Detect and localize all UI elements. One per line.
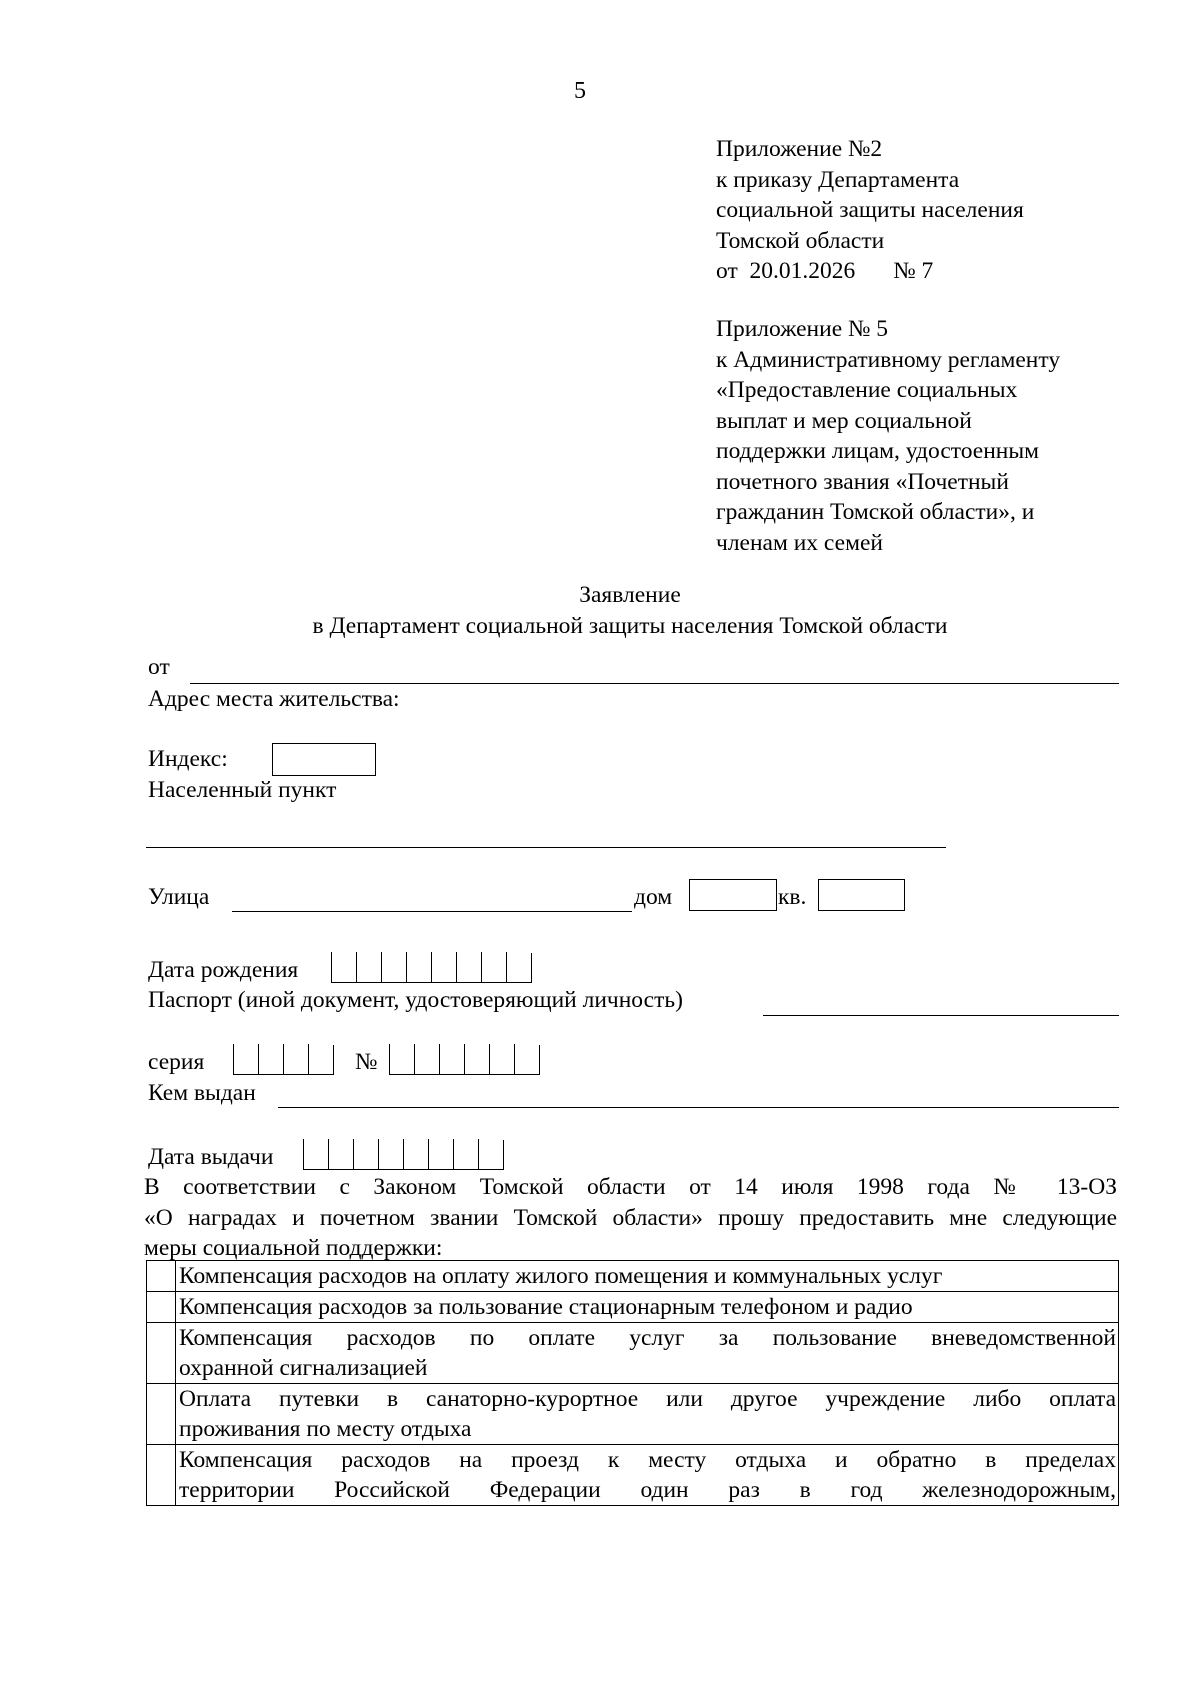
- address-label: Адрес места жительства:: [148, 686, 400, 712]
- measure-checkbox[interactable]: [147, 1261, 176, 1292]
- form-subtitle: в Департамент социальной защиты населения Томской области: [312, 613, 948, 639]
- number-label: №: [355, 1049, 378, 1075]
- series-cells[interactable]: [233, 1045, 334, 1075]
- measure-label: [176, 1445, 1119, 1506]
- birth-date-cells[interactable]: [331, 953, 532, 983]
- measure-line: Оплата путевки в санаторно-курортное или другое учреждение либо оплата: [179, 1386, 1116, 1412]
- measure-checkbox[interactable]: [147, 1323, 176, 1384]
- measure-checkbox[interactable]: [147, 1445, 176, 1506]
- date-cell[interactable]: [303, 1140, 328, 1170]
- date-prefix: от: [716, 258, 738, 284]
- date-cell[interactable]: [381, 953, 406, 983]
- measure-line: Компенсация расходов на оплату жилого помещения и коммунальных услуг: [179, 1263, 943, 1289]
- appendix-5-line: к Административному регламенту: [716, 346, 1061, 373]
- appendix-2-line: Приложение №2: [716, 136, 883, 162]
- locality-label: Населенный пункт: [148, 777, 337, 803]
- series-cell[interactable]: [283, 1045, 308, 1075]
- date-cell[interactable]: [331, 953, 356, 983]
- cell-border: [531, 953, 532, 983]
- measure-checkbox[interactable]: [147, 1292, 176, 1323]
- appendix-5-block: [716, 314, 1060, 558]
- number-cell[interactable]: [439, 1045, 464, 1075]
- date-cell[interactable]: [328, 1140, 353, 1170]
- form-title: Заявление: [579, 582, 681, 608]
- issue-date-cells[interactable]: [303, 1140, 504, 1170]
- date-cell[interactable]: [481, 953, 506, 983]
- date-cell[interactable]: [356, 953, 381, 983]
- request-paragraph: [144, 1172, 1117, 1264]
- cell-border: [333, 1045, 334, 1075]
- number-cell[interactable]: [489, 1045, 514, 1075]
- date-cell[interactable]: [431, 953, 456, 983]
- paragraph-line: «О наградах и почетном звании Томской области» прошу предоставить мне следующие: [144, 1204, 1117, 1231]
- issued-by-label: Кем выдан: [148, 1080, 256, 1106]
- page-number: 5: [574, 78, 586, 104]
- street-field[interactable]: [232, 911, 632, 912]
- cell-border: [539, 1045, 540, 1075]
- appendix-5-line: «Предоставление социальных: [716, 377, 1018, 403]
- order-date: 20.01.2026: [749, 258, 856, 284]
- index-box[interactable]: [272, 743, 376, 776]
- series-cell[interactable]: [308, 1045, 333, 1075]
- measure-line: Компенсация расходов за пользование стационарным телефоном и радио: [179, 1294, 913, 1320]
- measure-label: [176, 1323, 1119, 1384]
- appendix-5-line: гражданин Томской области», и: [716, 499, 1035, 525]
- date-cell[interactable]: [378, 1140, 403, 1170]
- number-cells[interactable]: [389, 1045, 540, 1075]
- date-cell[interactable]: [506, 953, 531, 983]
- appendix-5-line: почетного звания «Почетный: [716, 468, 1009, 495]
- passport-field[interactable]: [763, 1015, 1119, 1016]
- series-cell[interactable]: [258, 1045, 283, 1075]
- appendix-2-date-line: [716, 256, 1024, 287]
- appendix-2-block: [716, 134, 1024, 287]
- index-label: Индекс:: [148, 746, 228, 772]
- appendix-2-line: к приказу Департамента: [716, 166, 960, 193]
- date-cell[interactable]: [453, 1140, 478, 1170]
- house-label: дом: [634, 884, 673, 910]
- apt-box[interactable]: [818, 879, 905, 911]
- birth-date-label: Дата рождения: [148, 957, 299, 983]
- passport-label: Паспорт (иной документ, удостоверяющий личность): [148, 987, 683, 1013]
- table-row: [147, 1292, 1119, 1323]
- measure-label: [176, 1384, 1119, 1445]
- street-label: Улица: [148, 884, 210, 910]
- number-cell[interactable]: [464, 1045, 489, 1075]
- measure-label: [176, 1292, 1119, 1323]
- appendix-2-line: социальной защиты населения: [716, 197, 1024, 223]
- date-cell[interactable]: [456, 953, 481, 983]
- apt-label: кв.: [778, 884, 807, 910]
- measure-checkbox[interactable]: [147, 1384, 176, 1445]
- table-row: [147, 1445, 1119, 1506]
- issued-by-field[interactable]: [278, 1107, 1119, 1108]
- paragraph-line: В соответствии с Законом Томской области от 14 июля 1998 года № 13-ОЗ: [144, 1174, 1117, 1200]
- date-cell[interactable]: [478, 1140, 503, 1170]
- date-cell[interactable]: [406, 953, 431, 983]
- appendix-5-line: членам их семей: [716, 529, 883, 556]
- table-row: [147, 1261, 1119, 1292]
- measures-table: [146, 1260, 1119, 1506]
- number-cell[interactable]: [414, 1045, 439, 1075]
- measure-label: [176, 1261, 1119, 1292]
- measure-line: Компенсация расходов на проезд к месту отдыха и обратно в пределах: [179, 1447, 1116, 1473]
- house-box[interactable]: [689, 879, 777, 911]
- measure-line: охранной сигнализацией: [179, 1355, 428, 1381]
- table-row: [147, 1323, 1119, 1384]
- table-row: [147, 1384, 1119, 1445]
- order-number: № 7: [893, 258, 934, 284]
- cell-border: [503, 1140, 504, 1170]
- series-label: серия: [148, 1049, 205, 1075]
- locality-field[interactable]: [146, 847, 946, 848]
- date-cell[interactable]: [428, 1140, 453, 1170]
- number-cell[interactable]: [389, 1045, 414, 1075]
- date-cell[interactable]: [403, 1140, 428, 1170]
- measure-line: Компенсация расходов по оплате услуг за пользование вневедомственной: [179, 1325, 1116, 1351]
- appendix-5-line: поддержки лицам, удостоенным: [716, 438, 1040, 464]
- series-cell[interactable]: [233, 1045, 258, 1075]
- appendix-2-line: Томской области: [716, 227, 885, 254]
- measure-line: территории Российской Федерации один раз в год железнодорожным,: [179, 1477, 1116, 1503]
- number-cell[interactable]: [514, 1045, 539, 1075]
- appendix-5-line: выплат и мер социальной: [716, 407, 972, 434]
- appendix-5-line: Приложение № 5: [716, 316, 889, 342]
- issue-date-label: Дата выдачи: [148, 1144, 274, 1170]
- date-cell[interactable]: [353, 1140, 378, 1170]
- from-label: от: [148, 654, 170, 680]
- paragraph-line: меры социальной поддержки:: [144, 1235, 443, 1261]
- measure-line: проживания по месту отдыха: [179, 1416, 472, 1442]
